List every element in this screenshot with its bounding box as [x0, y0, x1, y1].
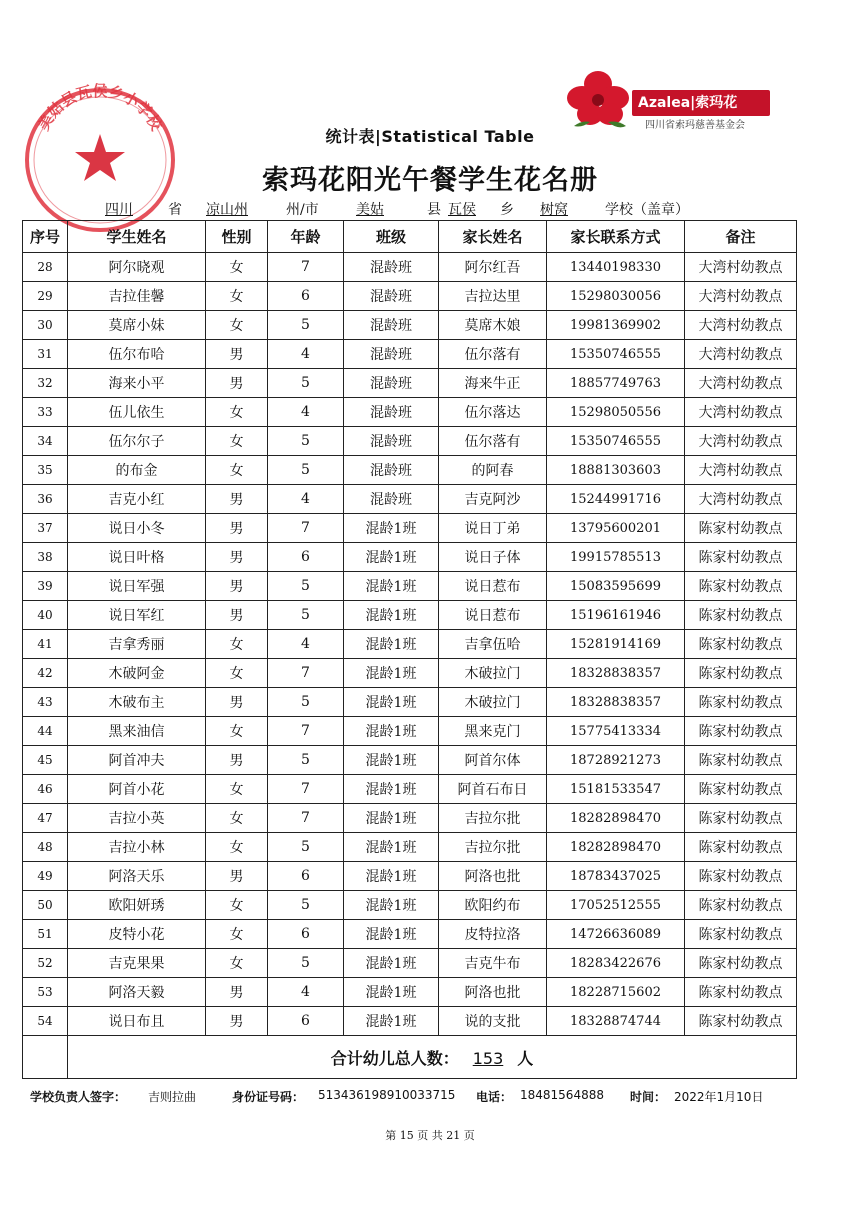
table-row	[23, 688, 797, 717]
cell-class: 混龄1班	[344, 978, 439, 1007]
table-row	[23, 746, 797, 775]
county-value: 美姑	[356, 202, 384, 218]
cell-class: 混龄1班	[344, 659, 439, 688]
cell-gender: 男	[206, 543, 268, 572]
total-label: 合计幼儿总人数：	[330, 1048, 459, 1068]
cell-parent-name: 阿首尔体	[439, 746, 547, 775]
id-label: 身份证号码：	[232, 1090, 305, 1104]
cell-class: 混龄1班	[344, 775, 439, 804]
prefecture-value: 凉山州	[206, 202, 248, 218]
cell-seq: 33	[23, 398, 68, 427]
table-row	[23, 717, 797, 746]
cell-age: 5	[268, 311, 344, 340]
cell-gender: 男	[206, 369, 268, 398]
cell-gender: 女	[206, 717, 268, 746]
cell-age: 5	[268, 572, 344, 601]
cell-seq: 40	[23, 601, 68, 630]
cell-remark: 大湾村幼教点	[685, 253, 797, 282]
cell-student-name: 莫席小妹	[68, 311, 206, 340]
cell-gender: 男	[206, 1007, 268, 1036]
cell-seq: 31	[23, 340, 68, 369]
cell-student-name: 皮特小花	[68, 920, 206, 949]
cell-parent-name: 木破拉门	[439, 659, 547, 688]
cell-parent-name: 黑来克门	[439, 717, 547, 746]
cell-parent-contact: 15181533547	[547, 775, 685, 804]
cell-class: 混龄班	[344, 340, 439, 369]
table-row	[23, 282, 797, 311]
cell-remark: 大湾村幼教点	[685, 340, 797, 369]
cell-parent-contact: 15281914169	[547, 630, 685, 659]
cell-student-name: 吉克果果	[68, 949, 206, 978]
cell-seq: 30	[23, 311, 68, 340]
cell-remark: 大湾村幼教点	[685, 369, 797, 398]
statistical-table-title: 统计表|Statistical Table	[325, 127, 535, 146]
cell-seq: 52	[23, 949, 68, 978]
table-row	[23, 601, 797, 630]
cell-student-name: 伍儿依生	[68, 398, 206, 427]
cell-remark: 陈家村幼教点	[685, 717, 797, 746]
header-class: 班级	[344, 221, 439, 253]
cell-class: 混龄1班	[344, 601, 439, 630]
prefecture-label: 州/市	[286, 202, 319, 218]
cell-parent-name: 说日惹布	[439, 572, 547, 601]
cell-parent-contact: 18283422676	[547, 949, 685, 978]
cell-class: 混龄班	[344, 253, 439, 282]
table-row	[23, 369, 797, 398]
cell-student-name: 阿首小花	[68, 775, 206, 804]
cell-student-name: 欧阳妍琇	[68, 891, 206, 920]
cell-age: 5	[268, 833, 344, 862]
cell-gender: 女	[206, 891, 268, 920]
cell-student-name: 木破阿金	[68, 659, 206, 688]
cell-class: 混龄班	[344, 427, 439, 456]
cell-age: 5	[268, 427, 344, 456]
cell-parent-name: 说的支批	[439, 1007, 547, 1036]
location-line	[100, 199, 800, 221]
cell-parent-contact: 15350746555	[547, 427, 685, 456]
cell-student-name: 吉拿秀丽	[68, 630, 206, 659]
cell-gender: 女	[206, 833, 268, 862]
cell-student-name: 阿首冲夫	[68, 746, 206, 775]
table-row	[23, 833, 797, 862]
cell-gender: 女	[206, 456, 268, 485]
header-parent-name: 家长姓名	[439, 221, 547, 253]
cell-remark: 陈家村幼教点	[685, 601, 797, 630]
table-row	[23, 253, 797, 282]
cell-seq: 50	[23, 891, 68, 920]
cell-remark: 陈家村幼教点	[685, 891, 797, 920]
cell-gender: 男	[206, 572, 268, 601]
cell-parent-contact: 15350746555	[547, 340, 685, 369]
cell-student-name: 的布金	[68, 456, 206, 485]
village-value: 树窝	[540, 202, 568, 218]
cell-parent-name: 伍尔落有	[439, 427, 547, 456]
table-row	[23, 572, 797, 601]
table-row	[23, 978, 797, 1007]
cell-student-name: 海来小平	[68, 369, 206, 398]
cell-parent-contact: 13795600201	[547, 514, 685, 543]
cell-seq: 35	[23, 456, 68, 485]
township-value: 瓦侯	[448, 202, 476, 218]
school-label: 学校（盖章）	[605, 202, 689, 218]
cell-remark: 大湾村幼教点	[685, 311, 797, 340]
cell-student-name: 说日叶格	[68, 543, 206, 572]
cell-parent-name: 阿洛也批	[439, 978, 547, 1007]
cell-parent-contact: 15244991716	[547, 485, 685, 514]
county-label: 县	[427, 202, 441, 218]
cell-student-name: 吉克小红	[68, 485, 206, 514]
cell-student-name: 说日小冬	[68, 514, 206, 543]
total-spacer	[23, 1036, 68, 1079]
cell-age: 7	[268, 514, 344, 543]
cell-parent-contact: 18228715602	[547, 978, 685, 1007]
cell-remark: 大湾村幼教点	[685, 485, 797, 514]
cell-class: 混龄班	[344, 282, 439, 311]
cell-age: 4	[268, 485, 344, 514]
cell-remark: 陈家村幼教点	[685, 804, 797, 833]
cell-parent-contact: 18857749763	[547, 369, 685, 398]
cell-remark: 大湾村幼教点	[685, 398, 797, 427]
cell-seq: 45	[23, 746, 68, 775]
logo-brand: Azalea|索玛花	[632, 90, 770, 116]
cell-parent-contact: 15298050556	[547, 398, 685, 427]
date-value: 2022年1月10日	[674, 1090, 764, 1104]
phone-label: 电话：	[476, 1090, 513, 1104]
cell-parent-name: 吉拉达里	[439, 282, 547, 311]
cell-student-name: 阿尔晓观	[68, 253, 206, 282]
cell-class: 混龄1班	[344, 630, 439, 659]
total-cell	[68, 1036, 797, 1079]
cell-parent-name: 吉拉尔批	[439, 833, 547, 862]
cell-parent-name: 海来牛正	[439, 369, 547, 398]
cell-age: 6	[268, 862, 344, 891]
table-row	[23, 891, 797, 920]
cell-parent-name: 伍尔落有	[439, 340, 547, 369]
cell-gender: 女	[206, 311, 268, 340]
cell-gender: 男	[206, 485, 268, 514]
cell-class: 混龄班	[344, 369, 439, 398]
cell-class: 混龄班	[344, 398, 439, 427]
cell-gender: 男	[206, 340, 268, 369]
cell-remark: 陈家村幼教点	[685, 862, 797, 891]
cell-age: 7	[268, 659, 344, 688]
cell-seq: 32	[23, 369, 68, 398]
cell-age: 5	[268, 369, 344, 398]
cell-gender: 男	[206, 978, 268, 1007]
cell-seq: 49	[23, 862, 68, 891]
cell-parent-name: 莫席木娘	[439, 311, 547, 340]
cell-seq: 34	[23, 427, 68, 456]
cell-gender: 女	[206, 282, 268, 311]
cell-class: 混龄1班	[344, 949, 439, 978]
table-row	[23, 456, 797, 485]
table-row	[23, 659, 797, 688]
cell-parent-name: 的阿春	[439, 456, 547, 485]
cell-student-name: 说日布且	[68, 1007, 206, 1036]
cell-remark: 陈家村幼教点	[685, 920, 797, 949]
cell-class: 混龄1班	[344, 746, 439, 775]
cell-age: 5	[268, 601, 344, 630]
cell-seq: 47	[23, 804, 68, 833]
township-label: 乡	[500, 202, 514, 218]
cell-age: 7	[268, 804, 344, 833]
table-body	[23, 253, 797, 1036]
table-row	[23, 920, 797, 949]
cell-class: 混龄1班	[344, 717, 439, 746]
cell-remark: 陈家村幼教点	[685, 746, 797, 775]
cell-seq: 36	[23, 485, 68, 514]
cell-age: 5	[268, 891, 344, 920]
cell-parent-name: 吉克阿沙	[439, 485, 547, 514]
cell-gender: 男	[206, 862, 268, 891]
cell-student-name: 阿洛天乐	[68, 862, 206, 891]
cell-class: 混龄1班	[344, 804, 439, 833]
cell-class: 混龄1班	[344, 920, 439, 949]
page-number: 第 15 页 共 21 页	[385, 1129, 475, 1142]
cell-parent-contact: 18328874744	[547, 1007, 685, 1036]
cell-parent-name: 阿首石布日	[439, 775, 547, 804]
cell-seq: 29	[23, 282, 68, 311]
cell-parent-name: 说日丁弟	[439, 514, 547, 543]
cell-parent-contact: 13440198330	[547, 253, 685, 282]
cell-class: 混龄1班	[344, 891, 439, 920]
cell-parent-name: 说日子体	[439, 543, 547, 572]
cell-gender: 女	[206, 775, 268, 804]
table-row	[23, 427, 797, 456]
cell-gender: 男	[206, 746, 268, 775]
cell-gender: 女	[206, 920, 268, 949]
cell-remark: 大湾村幼教点	[685, 456, 797, 485]
logo-subtitle: 四川省索玛慈善基金会	[645, 120, 745, 131]
table-row	[23, 804, 797, 833]
cell-age: 6	[268, 282, 344, 311]
header-remark: 备注	[685, 221, 797, 253]
table-row	[23, 862, 797, 891]
date-label: 时间：	[630, 1090, 667, 1104]
cell-parent-name: 吉拉尔批	[439, 804, 547, 833]
header-age: 年龄	[268, 221, 344, 253]
table-row	[23, 1007, 797, 1036]
cell-age: 5	[268, 746, 344, 775]
cell-parent-name: 皮特拉洛	[439, 920, 547, 949]
cell-student-name: 吉拉小林	[68, 833, 206, 862]
header-parent-contact: 家长联系方式	[547, 221, 685, 253]
table-row	[23, 775, 797, 804]
cell-student-name: 吉拉佳馨	[68, 282, 206, 311]
cell-class: 混龄1班	[344, 833, 439, 862]
cell-seq: 53	[23, 978, 68, 1007]
cell-seq: 44	[23, 717, 68, 746]
cell-remark: 陈家村幼教点	[685, 630, 797, 659]
table-row	[23, 949, 797, 978]
table-row	[23, 485, 797, 514]
seal-text: 美姑县瓦侯乡小学校	[34, 82, 166, 134]
cell-remark: 陈家村幼教点	[685, 833, 797, 862]
header-gender: 性别	[206, 221, 268, 253]
cell-student-name: 说日军红	[68, 601, 206, 630]
cell-parent-contact: 14726636089	[547, 920, 685, 949]
table-row	[23, 543, 797, 572]
cell-parent-contact: 15083595699	[547, 572, 685, 601]
cell-age: 4	[268, 340, 344, 369]
cell-class: 混龄班	[344, 485, 439, 514]
cell-remark: 大湾村幼教点	[685, 427, 797, 456]
cell-student-name: 木破布主	[68, 688, 206, 717]
table-row	[23, 398, 797, 427]
cell-age: 6	[268, 920, 344, 949]
cell-parent-contact: 19915785513	[547, 543, 685, 572]
table-header-row	[23, 221, 797, 253]
cell-gender: 女	[206, 253, 268, 282]
cell-age: 5	[268, 949, 344, 978]
total-unit: 人	[517, 1048, 534, 1068]
cell-remark: 陈家村幼教点	[685, 514, 797, 543]
cell-gender: 女	[206, 427, 268, 456]
cell-age: 5	[268, 688, 344, 717]
cell-remark: 陈家村幼教点	[685, 543, 797, 572]
cell-class: 混龄班	[344, 456, 439, 485]
cell-age: 7	[268, 717, 344, 746]
cell-seq: 28	[23, 253, 68, 282]
cell-remark: 陈家村幼教点	[685, 572, 797, 601]
total-value: 153	[472, 1048, 504, 1068]
cell-seq: 51	[23, 920, 68, 949]
cell-parent-contact: 17052512555	[547, 891, 685, 920]
cell-student-name: 吉拉小英	[68, 804, 206, 833]
cell-age: 5	[268, 456, 344, 485]
cell-student-name: 黑来油信	[68, 717, 206, 746]
cell-remark: 陈家村幼教点	[685, 775, 797, 804]
cell-seq: 42	[23, 659, 68, 688]
province-label: 省	[168, 202, 182, 218]
table-row	[23, 514, 797, 543]
cell-parent-name: 说日惹布	[439, 601, 547, 630]
cell-parent-name: 阿洛也批	[439, 862, 547, 891]
cell-remark: 陈家村幼教点	[685, 1007, 797, 1036]
cell-parent-contact: 15298030056	[547, 282, 685, 311]
cell-class: 混龄1班	[344, 543, 439, 572]
signature-line	[30, 1088, 830, 1108]
table-row	[23, 340, 797, 369]
total-row	[23, 1036, 797, 1079]
cell-parent-contact: 18881303603	[547, 456, 685, 485]
cell-gender: 女	[206, 659, 268, 688]
cell-parent-name: 阿尔红吾	[439, 253, 547, 282]
cell-seq: 46	[23, 775, 68, 804]
cell-remark: 陈家村幼教点	[685, 949, 797, 978]
cell-gender: 女	[206, 398, 268, 427]
cell-parent-contact: 18328838357	[547, 659, 685, 688]
cell-parent-contact: 18282898470	[547, 804, 685, 833]
cell-age: 7	[268, 775, 344, 804]
phone-value: 18481564888	[520, 1088, 604, 1102]
cell-age: 6	[268, 1007, 344, 1036]
cell-gender: 男	[206, 514, 268, 543]
cell-seq: 38	[23, 543, 68, 572]
cell-parent-name: 欧阳约布	[439, 891, 547, 920]
cell-age: 4	[268, 398, 344, 427]
cell-gender: 男	[206, 601, 268, 630]
principal-value: 吉则拉曲	[148, 1090, 197, 1104]
cell-parent-contact: 18783437025	[547, 862, 685, 891]
cell-student-name: 伍尔布哈	[68, 340, 206, 369]
cell-remark: 陈家村幼教点	[685, 688, 797, 717]
cell-parent-name: 吉克牛布	[439, 949, 547, 978]
cell-parent-contact: 19981369902	[547, 311, 685, 340]
student-roster-table	[22, 220, 797, 1079]
cell-class: 混龄1班	[344, 862, 439, 891]
cell-remark: 大湾村幼教点	[685, 282, 797, 311]
cell-parent-contact: 15775413334	[547, 717, 685, 746]
cell-remark: 陈家村幼教点	[685, 659, 797, 688]
cell-age: 4	[268, 630, 344, 659]
principal-label: 学校负责人签字：	[30, 1090, 127, 1104]
cell-student-name: 阿洛天毅	[68, 978, 206, 1007]
cell-class: 混龄1班	[344, 572, 439, 601]
cell-seq: 43	[23, 688, 68, 717]
cell-gender: 女	[206, 630, 268, 659]
cell-seq: 54	[23, 1007, 68, 1036]
cell-gender: 女	[206, 804, 268, 833]
cell-student-name: 说日军强	[68, 572, 206, 601]
table-row	[23, 630, 797, 659]
cell-class: 混龄1班	[344, 1007, 439, 1036]
province-value: 四川	[105, 202, 133, 218]
cell-student-name: 伍尔尔子	[68, 427, 206, 456]
page-title: 索玛花阳光午餐学生花名册	[262, 165, 598, 196]
cell-gender: 女	[206, 949, 268, 978]
cell-parent-name: 木破拉门	[439, 688, 547, 717]
cell-seq: 39	[23, 572, 68, 601]
cell-age: 7	[268, 253, 344, 282]
cell-gender: 男	[206, 688, 268, 717]
cell-parent-contact: 18282898470	[547, 833, 685, 862]
header-seq: 序号	[23, 221, 68, 253]
cell-parent-name: 吉拿伍哈	[439, 630, 547, 659]
id-value: 513436198910033715	[318, 1088, 456, 1102]
cell-seq: 48	[23, 833, 68, 862]
cell-remark: 陈家村幼教点	[685, 978, 797, 1007]
cell-class: 混龄1班	[344, 514, 439, 543]
cell-parent-contact: 15196161946	[547, 601, 685, 630]
cell-parent-contact: 18728921273	[547, 746, 685, 775]
table-row	[23, 311, 797, 340]
cell-seq: 41	[23, 630, 68, 659]
cell-age: 4	[268, 978, 344, 1007]
cell-seq: 37	[23, 514, 68, 543]
cell-class: 混龄1班	[344, 688, 439, 717]
header-student-name: 学生姓名	[68, 221, 206, 253]
cell-class: 混龄班	[344, 311, 439, 340]
cell-parent-name: 伍尔落达	[439, 398, 547, 427]
cell-parent-contact: 18328838357	[547, 688, 685, 717]
cell-age: 6	[268, 543, 344, 572]
